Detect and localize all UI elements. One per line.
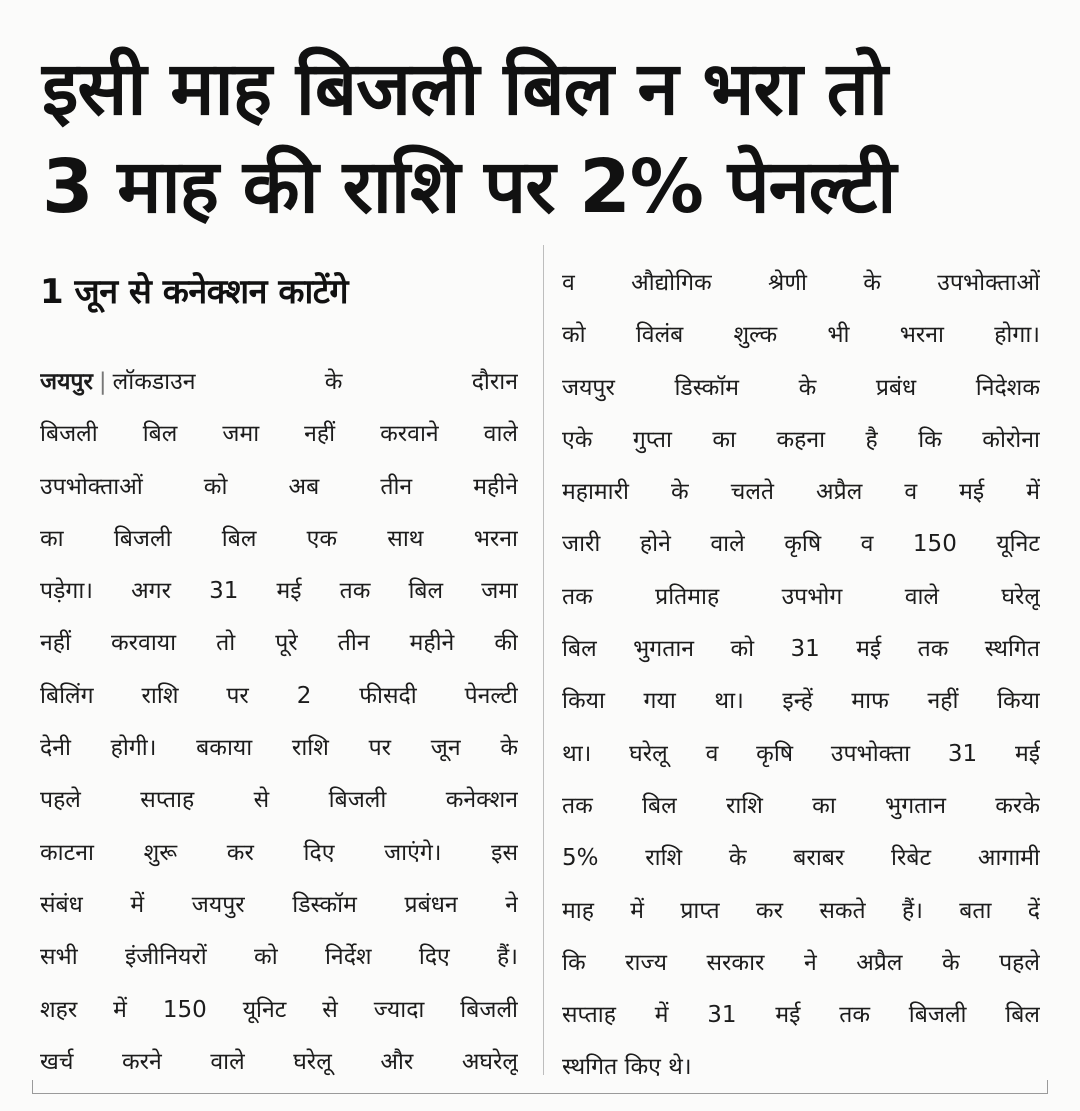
article-line: माह में प्राप्त कर सकते हैं। बता दें — [562, 897, 1040, 924]
subheadline: 1 जून से कनेक्शन काटेंगे — [40, 272, 349, 312]
article-line: एके गुप्ता का कहना है कि कोरोना — [562, 426, 1040, 453]
article-line: कि राज्य सरकार ने अप्रैल के पहले — [562, 949, 1040, 976]
article-line: सभी इंजीनियरों को निर्देश दिए हैं। — [40, 944, 518, 971]
article-line: का बिजली बिल एक साथ भरना — [40, 525, 518, 552]
article-line: संबंध में जयपुर डिस्कॉम प्रबंधन ने — [40, 891, 518, 918]
bottom-border — [32, 1093, 1048, 1094]
article-column-left — [40, 356, 518, 1088]
article-line: सप्ताह में 31 मई तक बिजली बिल — [562, 1002, 1040, 1029]
article-line: नहीं करवाया तो पूरे तीन महीने की — [40, 630, 518, 657]
article-line: काटना शुरू कर दिए जाएंगे। इस — [40, 839, 518, 866]
article-first-line — [40, 356, 518, 408]
article-line: खर्च करने वाले घरेलू और अघरेलू — [40, 1048, 518, 1075]
headline-line-2: 3 माह की राशि पर 2% पेनल्टी — [42, 144, 896, 230]
bottom-border-cap-right — [1047, 1080, 1048, 1094]
article-line: उपभोक्ताओं को अब तीन महीने — [40, 473, 518, 500]
article-line: तक प्रतिमाह उपभोग वाले घरेलू — [562, 583, 1040, 610]
article-line: पहले सप्ताह से बिजली कनेक्शन — [40, 787, 518, 814]
dateline: जयपुर — [40, 369, 93, 395]
article-column-right — [562, 257, 1040, 1094]
article-line: बिजली बिल जमा नहीं करवाने वाले — [40, 421, 518, 448]
headline-line-1: इसी माह बिजली बिल न भरा तो — [42, 46, 887, 132]
article-line: तक बिल राशि का भुगतान करके — [562, 792, 1040, 819]
article-line: को विलंब शुल्क भी भरना होगा। — [562, 322, 1040, 349]
article-line: 5% राशि के बराबर रिबेट आगामी — [562, 845, 1040, 872]
article-line: जयपुर डिस्कॉम के प्रबंध निदेशक — [562, 374, 1040, 401]
article-line: किया गया था। इन्हें माफ नहीं किया — [562, 688, 1040, 715]
article-line: स्थगित किए थे। — [562, 1054, 692, 1081]
bottom-border-cap-left — [32, 1080, 33, 1094]
dateline-separator: | — [98, 369, 107, 395]
headline — [42, 40, 1042, 236]
column-divider — [543, 245, 544, 1075]
article-line: देनी होगी। बकाया राशि पर जून के — [40, 735, 518, 762]
article-line: बिलिंग राशि पर 2 फीसदी पेनल्टी — [40, 682, 518, 709]
first-line-text: लॉकडाउन के दौरान — [112, 369, 518, 395]
article-line: शहर में 150 यूनिट से ज्यादा बिजली — [40, 996, 518, 1023]
article-line: जारी होने वाले कृषि व 150 यूनिट — [562, 531, 1040, 558]
article-line: बिल भुगतान को 31 मई तक स्थगित — [562, 636, 1040, 663]
article-line: महामारी के चलते अप्रैल व मई में — [562, 479, 1040, 506]
article-line: था। घरेलू व कृषि उपभोक्ता 31 मई — [562, 740, 1040, 767]
article-line: व औद्योगिक श्रेणी के उपभोक्ताओं — [562, 270, 1040, 296]
article-line: पड़ेगा। अगर 31 मई तक बिल जमा — [40, 578, 518, 605]
